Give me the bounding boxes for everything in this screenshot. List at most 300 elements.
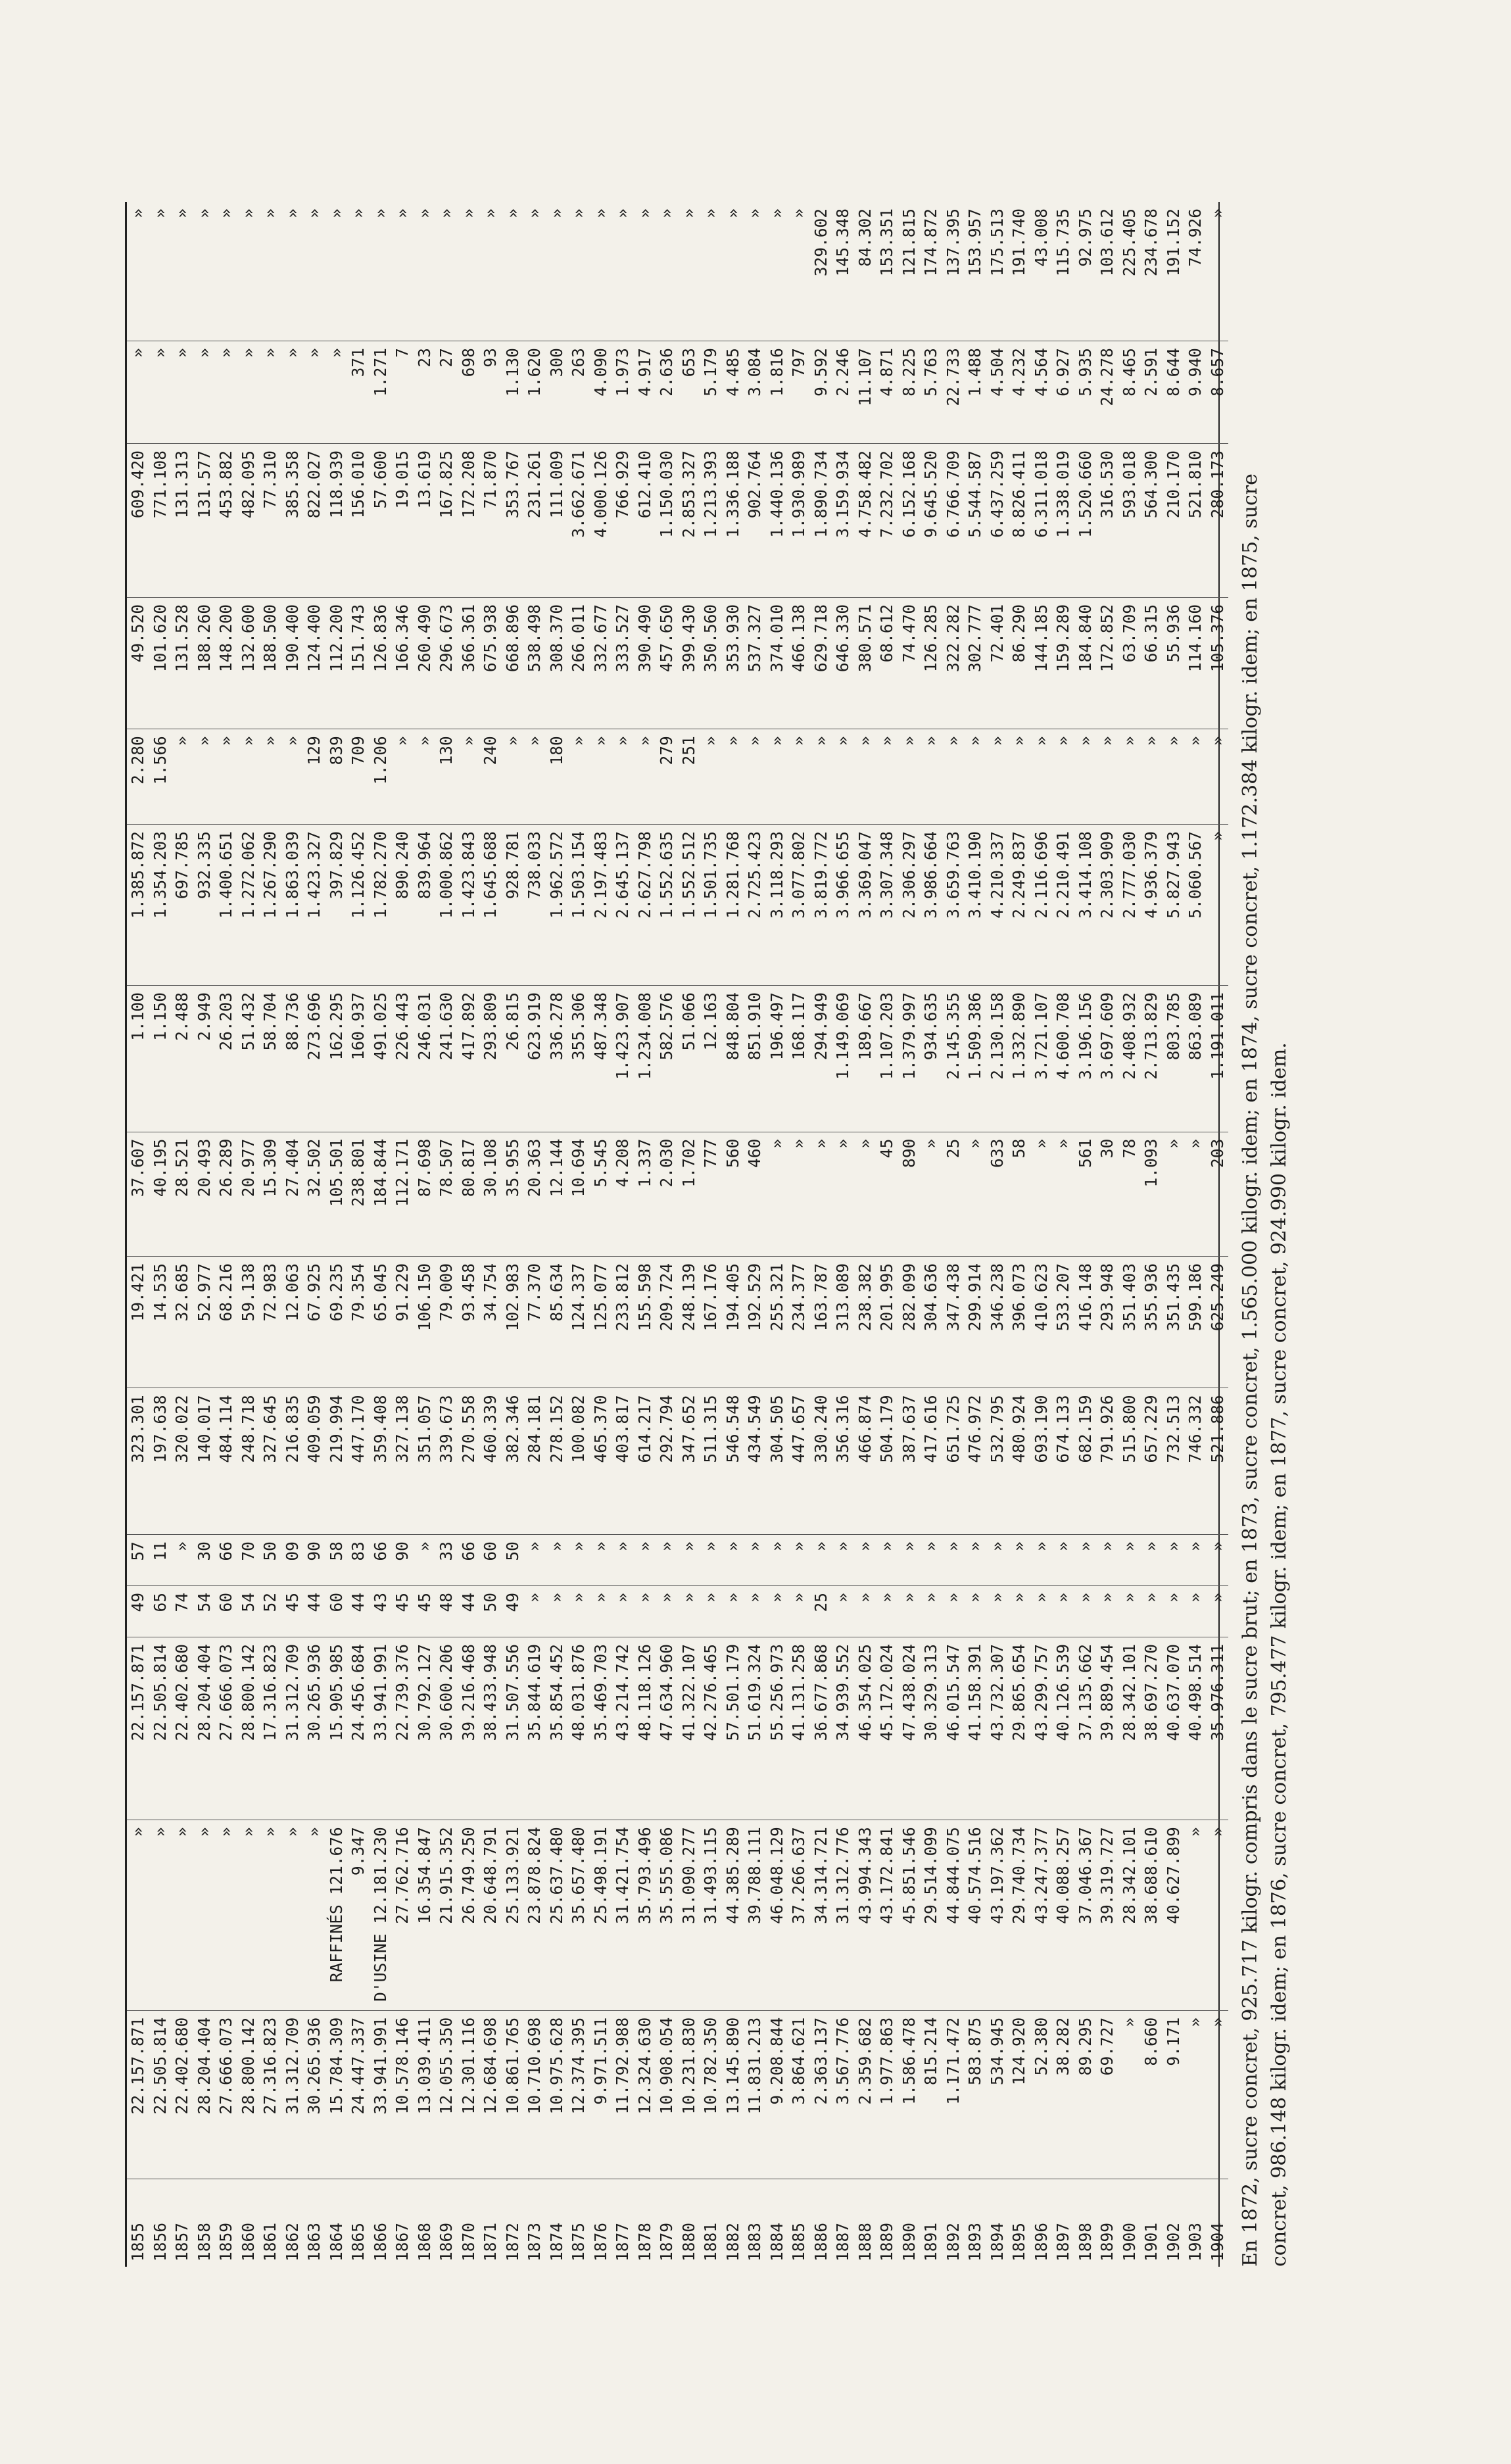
table-cell: 9.645.520 <box>920 444 942 598</box>
year-cell: 1858 <box>193 2179 216 2267</box>
table-cell: 460.339 <box>479 1388 502 1535</box>
table-cell: 209.724 <box>656 1256 678 1388</box>
table-cell: 460 <box>744 1132 766 1256</box>
table-cell: 28.800.142 <box>237 2010 260 2179</box>
table-cell: 709 <box>347 729 370 825</box>
table-cell: 40.637.070 <box>1163 1637 1185 1820</box>
table-row <box>678 202 700 2267</box>
year-cell: 1889 <box>876 2179 898 2267</box>
table-cell: 43.197.362 <box>986 1820 1009 2011</box>
table-cell: 629.718 <box>810 597 832 729</box>
table-cell: 476.972 <box>964 1388 986 1535</box>
table-cell: 1.149.069 <box>832 985 854 1132</box>
table-cell: 79.354 <box>347 1256 370 1388</box>
table-cell: 504.179 <box>876 1388 898 1535</box>
table-row <box>810 202 832 2267</box>
table-cell: 41.131.258 <box>788 1637 810 1820</box>
table-cell: 231.261 <box>523 444 546 598</box>
table-cell: » <box>523 1535 546 1586</box>
table-cell: 1.130 <box>502 341 524 444</box>
table-cell: 491.025 <box>370 985 392 1132</box>
table-cell: 6.437.259 <box>986 444 1009 598</box>
table-cell: 3.567.776 <box>832 2010 854 2179</box>
table-cell: 564.300 <box>1140 444 1163 598</box>
table-cell: 17.316.823 <box>259 1637 281 1820</box>
table-cell: 609.420 <box>127 444 149 598</box>
table-cell: 33.941.991 <box>370 2010 392 2179</box>
table-cell: 1.702 <box>678 1132 700 1256</box>
table-cell: 10.975.628 <box>546 2010 568 2179</box>
table-cell: 4.208 <box>612 1132 634 1256</box>
table-cell: 2.306.297 <box>898 825 921 986</box>
table-cell: » <box>127 1820 149 2011</box>
table-cell: 323.301 <box>127 1388 149 1535</box>
table-cell: 1.520.660 <box>1074 444 1097 598</box>
table-cell: 12.144 <box>546 1132 568 1256</box>
table-cell: 1.503.154 <box>567 825 590 986</box>
table-row <box>964 202 986 2267</box>
table-cell: 5.545 <box>590 1132 612 1256</box>
table-cell: 124.337 <box>567 1256 590 1388</box>
table-cell: 52.380 <box>1030 2010 1053 2179</box>
table-cell: 2.116.696 <box>1030 825 1053 986</box>
table-cell: » <box>634 1586 656 1637</box>
table-cell: » <box>502 208 522 218</box>
table-cell: 175.513 <box>987 208 1007 277</box>
table-cell: 57 <box>127 1535 149 1586</box>
table-cell: 771.108 <box>149 444 172 598</box>
year-cell: 1904 <box>1207 2179 1229 2267</box>
table-row <box>1140 202 1163 2267</box>
year-cell: 1900 <box>1118 2179 1141 2267</box>
table-cell: » <box>876 1535 898 1586</box>
year-cell: 1893 <box>964 2179 986 2267</box>
table-cell: 140.017 <box>193 1388 216 1535</box>
table-cell: » <box>567 729 590 825</box>
table-cell: 10.861.765 <box>502 2010 524 2179</box>
table-cell: 797 <box>788 341 810 444</box>
table-cell: 238.382 <box>854 1256 876 1388</box>
year-cell: 1882 <box>722 2179 744 2267</box>
table-cell: 1.379.997 <box>898 985 921 1132</box>
table-cell: 32.502 <box>303 1132 325 1256</box>
table-cell: 35.844.619 <box>523 1637 546 1820</box>
table-cell: 144.185 <box>1030 597 1053 729</box>
table-cell: 234.678 <box>1141 208 1161 277</box>
table-cell: 2.853.327 <box>678 444 700 598</box>
table-cell: 46.015.547 <box>942 1637 965 1820</box>
table-cell: 15.784.309 <box>325 2010 348 2179</box>
table-cell: » <box>303 341 325 444</box>
table-cell: 25 <box>810 1586 832 1637</box>
table-cell: 27.762.716 <box>391 1820 414 2011</box>
table-cell: 41.158.391 <box>964 1637 986 1820</box>
table-cell: 90 <box>303 1535 325 1586</box>
table-row <box>281 202 304 2267</box>
table-cell: 37.607 <box>127 1132 149 1256</box>
table-cell: 633 <box>986 1132 1009 1256</box>
table-cell: 593.018 <box>1118 444 1141 598</box>
table-cell: » <box>788 729 810 825</box>
table-cell: » <box>237 1820 260 2011</box>
table-cell: » <box>525 208 544 218</box>
table-cell: » <box>986 729 1009 825</box>
table-cell: 71.870 <box>479 444 502 598</box>
table-cell: » <box>701 208 720 218</box>
table-cell: » <box>546 1586 568 1637</box>
table-cell: » <box>567 1535 590 1586</box>
table-row <box>523 202 546 2267</box>
table-cell: 172.208 <box>458 444 480 598</box>
table-cell: 22.505.814 <box>149 2010 172 2179</box>
table-cell: 1.100 <box>127 985 149 1132</box>
table-cell: 66.315 <box>1140 597 1163 729</box>
table-cell: 353.930 <box>722 597 744 729</box>
table-cell: 31.312.709 <box>281 2010 304 2179</box>
table-cell: 1.645.688 <box>479 825 502 986</box>
table-cell: 6.311.018 <box>1030 444 1053 598</box>
table-cell: » <box>964 1132 986 1256</box>
table-cell: » <box>1140 729 1163 825</box>
table-cell: 251 <box>678 729 700 825</box>
table-cell: 28.521 <box>171 1132 193 1256</box>
table-cell: » <box>326 208 346 218</box>
table-row <box>458 202 480 2267</box>
table-cell: 1.440.136 <box>766 444 788 598</box>
year-cell: 1860 <box>237 2179 260 2267</box>
table-cell: 65 <box>149 1586 172 1637</box>
table-cell: 31.090.277 <box>678 1820 700 2011</box>
table-cell: 148.200 <box>215 597 237 729</box>
table-cell: 28.204.404 <box>193 2010 216 2179</box>
table-cell: 112.200 <box>325 597 348 729</box>
table-cell: » <box>1163 1535 1185 1586</box>
table-cell: 201.995 <box>876 1256 898 1388</box>
footnote-line-2: concret, 986.148 kilogr. idem; en 1876, sucre concret, 795.477 kilogr. idem; en 1877, sucre concret, 924.990 kilogr. idem. <box>1268 1042 1291 2267</box>
table-cell: 60 <box>215 1586 237 1637</box>
table-cell: 2.713.829 <box>1140 985 1163 1132</box>
table-cell: » <box>172 208 191 218</box>
table-cell: 675.938 <box>479 597 502 729</box>
table-cell: 2.249.837 <box>1008 825 1030 986</box>
table-cell: 126.836 <box>370 597 392 729</box>
table-cell: 55.256.973 <box>766 1637 788 1820</box>
table-row <box>1074 202 1097 2267</box>
table-row <box>546 202 568 2267</box>
table-cell: 374.010 <box>766 597 788 729</box>
year-cell: 1864 <box>325 2179 348 2267</box>
year-cell: 1896 <box>1030 2179 1053 2267</box>
table-cell: » <box>788 1586 810 1637</box>
table-cell: 351.057 <box>414 1388 436 1535</box>
table-cell: 409.059 <box>303 1388 325 1535</box>
table-cell: 9.592 <box>810 341 832 444</box>
table-cell: 34.939.552 <box>832 1637 854 1820</box>
table-cell: » <box>1163 729 1185 825</box>
table-cell: » <box>613 208 632 218</box>
table-cell: 10.231.830 <box>678 2010 700 2179</box>
table-cell: » <box>1207 2010 1229 2179</box>
table-cell: 1.977.863 <box>876 2010 898 2179</box>
table-cell: 155.598 <box>634 1256 656 1388</box>
table-cell: » <box>766 1535 788 1586</box>
table-cell: 180 <box>546 729 568 825</box>
year-cell: 1873 <box>523 2179 546 2267</box>
table-cell: 22.157.871 <box>127 1637 149 1820</box>
table-cell: 28.800.142 <box>237 1637 260 1820</box>
table-cell: » <box>171 729 193 825</box>
table-cell: 308.370 <box>546 597 568 729</box>
table-row <box>722 202 744 2267</box>
table-row <box>744 202 766 2267</box>
table-cell: 54 <box>193 1586 216 1637</box>
table-cell: 90 <box>391 1535 414 1586</box>
table-cell: » <box>810 1132 832 1256</box>
statistics-table <box>127 202 1228 2267</box>
table-cell: 30 <box>1096 1132 1118 1256</box>
table-cell: » <box>523 1586 546 1637</box>
table-cell: 74 <box>171 1586 193 1637</box>
table-cell: 24.456.684 <box>347 1637 370 1820</box>
table-cell: » <box>237 729 260 825</box>
table-cell: » <box>590 1586 612 1637</box>
table-cell: 30.600.206 <box>435 1637 458 1820</box>
table-cell: 13.039.411 <box>414 2010 436 2179</box>
table-cell: 1.332.890 <box>1008 985 1030 1132</box>
table-cell: 60 <box>325 1586 348 1637</box>
table-cell: » <box>260 208 279 218</box>
table-cell: 4.600.708 <box>1052 985 1074 1132</box>
table-cell: » <box>393 208 412 218</box>
table-cell: » <box>1118 729 1141 825</box>
table-cell: 168.117 <box>788 985 810 1132</box>
table-cell: » <box>876 729 898 825</box>
table-cell: » <box>590 208 610 218</box>
table-cell: 11.831.213 <box>744 2010 766 2179</box>
table-cell: 4.936.379 <box>1140 825 1163 986</box>
table-cell: 1.488 <box>964 341 986 444</box>
table-cell: 279 <box>656 729 678 825</box>
table-cell: 114.160 <box>1184 597 1207 729</box>
table-cell: 416.148 <box>1074 1256 1097 1388</box>
table-cell: » <box>1163 1132 1185 1256</box>
table-cell: » <box>304 208 324 218</box>
table-cell: » <box>1096 1586 1118 1637</box>
table-cell: » <box>237 341 260 444</box>
table-cell: 417.892 <box>458 985 480 1132</box>
table-cell: 70 <box>237 1535 260 1586</box>
table-cell: » <box>1118 2010 1141 2179</box>
table-cell: 417.616 <box>920 1388 942 1535</box>
table-cell: 1.126.452 <box>347 825 370 986</box>
table-cell: » <box>569 208 588 218</box>
table-cell: 791.926 <box>1096 1388 1118 1535</box>
table-cell: 3.697.609 <box>1096 985 1118 1132</box>
table-cell: 1.782.270 <box>370 825 392 986</box>
table-cell: » <box>128 208 147 218</box>
table-cell: 20.363 <box>523 1132 546 1256</box>
table-cell: » <box>766 729 788 825</box>
table-cell: » <box>832 729 854 825</box>
table-cell: 1.930.989 <box>788 444 810 598</box>
table-cell: » <box>437 208 456 218</box>
table-cell: 4.564 <box>1030 341 1053 444</box>
table-cell: 366.361 <box>458 597 480 729</box>
table-cell: 11 <box>149 1535 172 1586</box>
table-cell: » <box>964 729 986 825</box>
year-cell: 1857 <box>171 2179 193 2267</box>
table-cell: » <box>193 729 216 825</box>
table-cell: » <box>678 1535 700 1586</box>
table-cell: 167.825 <box>435 444 458 598</box>
table-cell: 583.875 <box>964 2010 986 2179</box>
table-cell: » <box>1074 1586 1097 1637</box>
table-cell: 22.739.376 <box>391 1637 414 1820</box>
table-cell: 385.358 <box>281 444 304 598</box>
table-cell: 20.648.791 <box>479 1820 502 2011</box>
table-cell: 106.150 <box>414 1256 436 1388</box>
table-cell: 87.698 <box>414 1132 436 1256</box>
table-cell: 851.910 <box>744 985 766 1132</box>
table-row <box>325 202 348 2267</box>
table-cell: 1.863.039 <box>281 825 304 986</box>
table-cell: 43 <box>370 1586 392 1637</box>
table-cell: 111.009 <box>546 444 568 598</box>
table-cell: 39.216.468 <box>458 1637 480 1820</box>
table-cell: 546.548 <box>722 1388 744 1535</box>
table-cell: » <box>678 1586 700 1637</box>
table-cell: 45 <box>281 1586 304 1637</box>
table-cell: 534.945 <box>986 2010 1009 2179</box>
table-cell: 40.627.899 <box>1163 1820 1185 2011</box>
table-cell: 37.266.637 <box>788 1820 810 2011</box>
table-cell: » <box>414 1535 436 1586</box>
table-cell: 1.000.862 <box>435 825 458 986</box>
table-cell: 248.718 <box>237 1388 260 1535</box>
table-row <box>590 202 612 2267</box>
table-cell: 91.229 <box>391 1256 414 1388</box>
table-cell: 347.438 <box>942 1256 965 1388</box>
table-cell: » <box>1008 1586 1030 1637</box>
table-cell: 44 <box>458 1586 480 1637</box>
table-cell: 330.240 <box>810 1388 832 1535</box>
table-cell: 273.696 <box>303 985 325 1132</box>
table-row <box>502 202 524 2267</box>
table-cell: 296.673 <box>435 597 458 729</box>
table-cell: 390.490 <box>634 597 656 729</box>
year-cell: 1884 <box>766 2179 788 2267</box>
table-cell: 93 <box>479 341 502 444</box>
table-cell: 86.290 <box>1008 597 1030 729</box>
table-cell: 2.488 <box>171 985 193 1132</box>
table-cell: 25.498.191 <box>590 1820 612 2011</box>
table-row <box>171 202 193 2267</box>
statistics-table-container <box>125 202 1227 2267</box>
table-cell: 890.240 <box>391 825 414 986</box>
table-cell: 129 <box>303 729 325 825</box>
table-cell: 1.620 <box>523 341 546 444</box>
table-cell: 27.316.823 <box>259 2010 281 2179</box>
table-cell: » <box>942 1535 965 1586</box>
year-cell: 1876 <box>590 2179 612 2267</box>
table-cell: 12.374.395 <box>567 2010 590 2179</box>
table-cell: 355.306 <box>567 985 590 1132</box>
table-cell: 39.788.111 <box>744 1820 766 2011</box>
table-cell: 192.529 <box>744 1256 766 1388</box>
year-cell: 1865 <box>347 2179 370 2267</box>
table-cell: » <box>854 1535 876 1586</box>
table-cell: 160.937 <box>347 985 370 1132</box>
table-cell: » <box>546 208 566 218</box>
table-cell: 1.973 <box>612 341 634 444</box>
table-cell: » <box>1096 1535 1118 1586</box>
table-cell: » <box>964 1586 986 1637</box>
table-cell: » <box>1118 1535 1141 1586</box>
table-cell: 294.949 <box>810 985 832 1132</box>
table-cell: » <box>1184 1132 1207 1256</box>
table-cell: » <box>1074 1535 1097 1586</box>
table-cell: 839 <box>325 729 348 825</box>
table-cell: 2.303.909 <box>1096 825 1118 986</box>
table-cell: 890 <box>898 1132 921 1256</box>
table-cell: » <box>810 729 832 825</box>
table-cell: 2.359.682 <box>854 2010 876 2179</box>
table-cell: » <box>1030 1132 1053 1256</box>
table-cell: 1.107.203 <box>876 985 898 1132</box>
footnote <box>1236 202 1294 2267</box>
table-cell: 43.299.757 <box>1030 1637 1053 1820</box>
table-cell: 698 <box>458 341 480 444</box>
table-cell: 77.370 <box>523 1256 546 1388</box>
year-cell: 1874 <box>546 2179 568 2267</box>
table-cell: 246.031 <box>414 985 436 1132</box>
table-cell: 31.507.556 <box>502 1637 524 1820</box>
table-cell: 1.206 <box>370 729 392 825</box>
table-cell: 234.377 <box>788 1256 810 1388</box>
table-cell: 1.552.635 <box>656 825 678 986</box>
table-cell: » <box>1030 1535 1053 1586</box>
table-cell: 72.401 <box>986 597 1009 729</box>
table-cell: 322.282 <box>942 597 965 729</box>
table-cell: 219.994 <box>325 1388 348 1535</box>
table-cell: 1.552.512 <box>678 825 700 986</box>
table-cell: » <box>458 208 478 218</box>
table-cell: » <box>259 1820 281 2011</box>
year-cell: 1895 <box>1008 2179 1030 2267</box>
table-cell: » <box>788 1132 810 1256</box>
table-cell: 124.920 <box>1008 2010 1030 2179</box>
table-cell: » <box>171 1820 193 2011</box>
table-cell: 26.749.250 <box>458 1820 480 2011</box>
table-cell: 40.088.257 <box>1052 1820 1074 2011</box>
table-cell: 11.107 <box>854 341 876 444</box>
table-cell: » <box>986 1535 1009 1586</box>
table-cell: » <box>1052 1132 1074 1256</box>
table-cell: 45.851.546 <box>898 1820 921 2011</box>
table-cell: 184.840 <box>1074 597 1097 729</box>
table-cell: » <box>481 208 500 218</box>
table-cell: 35.469.703 <box>590 1637 612 1820</box>
year-cell: 1861 <box>259 2179 281 2267</box>
table-cell: » <box>1207 208 1227 218</box>
table-cell: » <box>700 729 722 825</box>
table-cell: » <box>1052 1586 1074 1637</box>
year-cell: 1871 <box>479 2179 502 2267</box>
table-cell: 31.312.709 <box>281 1637 304 1820</box>
year-cell: 1863 <box>303 2179 325 2267</box>
table-cell: 4.917 <box>634 341 656 444</box>
table-cell: » <box>1207 1535 1229 1586</box>
